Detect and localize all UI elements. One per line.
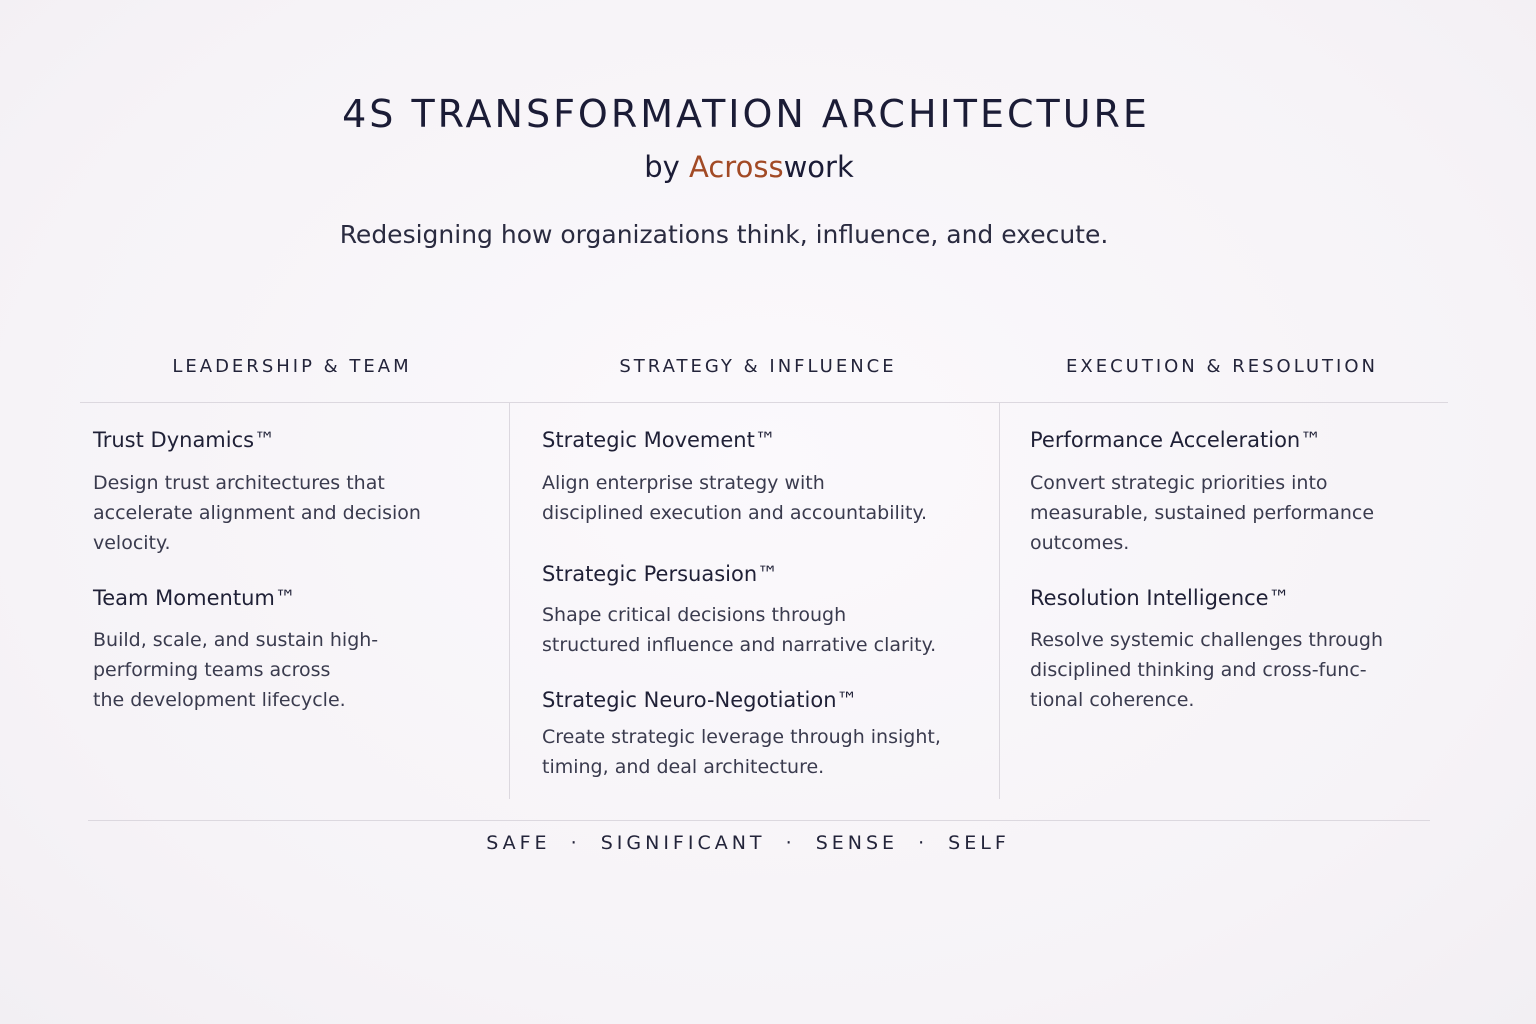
item-title-strategic-movement: Strategic Movement™ (542, 428, 776, 452)
item-title-performance-acceleration: Performance Acceleration™ (1030, 428, 1322, 452)
desc-line: measurable, sustained performance (1030, 502, 1375, 524)
item-desc-team-momentum (93, 625, 378, 715)
desc-line: performing teams across (93, 659, 331, 681)
desc-line: structured influence and narrative clarity. (542, 634, 937, 656)
brand-name-accent: Across (689, 150, 784, 184)
footer-divider (88, 820, 1430, 821)
desc-line: Create strategic leverage through insight, (542, 726, 941, 748)
desc-line: Design trust architectures that (93, 472, 385, 494)
item-title-team-momentum: Team Momentum™ (93, 586, 296, 610)
item-desc-strategic-neuro-negotiation (542, 722, 941, 782)
desc-line: the development lifecycle. (93, 689, 346, 711)
item-desc-strategic-persuasion (542, 600, 936, 660)
desc-line: tional coherence. (1030, 689, 1195, 711)
footer-word-safe: SAFE (486, 832, 551, 854)
footer-separator: · (570, 832, 581, 854)
desc-line: Align enterprise strategy with (542, 472, 825, 494)
byline-prefix: by (644, 150, 680, 184)
desc-line: outcomes. (1030, 532, 1130, 554)
desc-line: Resolve systemic challenges through (1030, 629, 1384, 651)
footer-principles (0, 832, 1496, 854)
item-desc-performance-acceleration (1030, 468, 1374, 558)
desc-line: Convert strategic priorities into (1030, 472, 1328, 494)
desc-line: velocity. (93, 532, 171, 554)
item-title-strategic-neuro-negotiation: Strategic Neuro-Negotiation™ (542, 688, 858, 712)
item-title-strategic-persuasion: Strategic Persuasion™ (542, 562, 779, 586)
footer-word-significant: SIGNIFICANT (600, 832, 766, 854)
column-heading-strategy: STRATEGY & INFLUENCE (619, 356, 897, 377)
footer-word-self: SELF (948, 832, 1010, 854)
desc-line: disciplined execution and accountability. (542, 502, 928, 524)
byline (0, 150, 1498, 184)
footer-separator: · (918, 832, 929, 854)
footer-word-sense: SENSE (815, 832, 899, 854)
column-divider-2 (999, 403, 1000, 799)
desc-line: accelerate alignment and decision (93, 502, 421, 524)
footer-separator: · (785, 832, 796, 854)
item-title-trust-dynamics: Trust Dynamics™ (93, 428, 276, 452)
tagline: Redesigning how organizations think, influence, and execute. (339, 220, 1109, 249)
column-heading-execution: EXECUTION & RESOLUTION (1066, 356, 1378, 377)
item-desc-resolution-intelligence (1030, 625, 1383, 715)
column-divider-1 (509, 403, 510, 799)
item-desc-strategic-movement (542, 468, 927, 528)
column-heading-leadership: LEADERSHIP & TEAM (172, 356, 412, 377)
brand-name (689, 150, 854, 184)
page-title: 4S TRANSFORMATION ARCHITECTURE (342, 92, 1150, 136)
desc-line: Build, scale, and sustain high- (93, 629, 379, 651)
desc-line: Shape critical decisions through (542, 604, 847, 626)
item-title-resolution-intelligence: Resolution Intelligence™ (1030, 586, 1290, 610)
desc-line: disciplined thinking and cross-func- (1030, 659, 1367, 681)
header-divider (80, 402, 1448, 403)
item-desc-trust-dynamics (93, 468, 421, 558)
desc-line: timing, and deal architecture. (542, 756, 825, 778)
brand-name-rest: work (783, 150, 854, 184)
